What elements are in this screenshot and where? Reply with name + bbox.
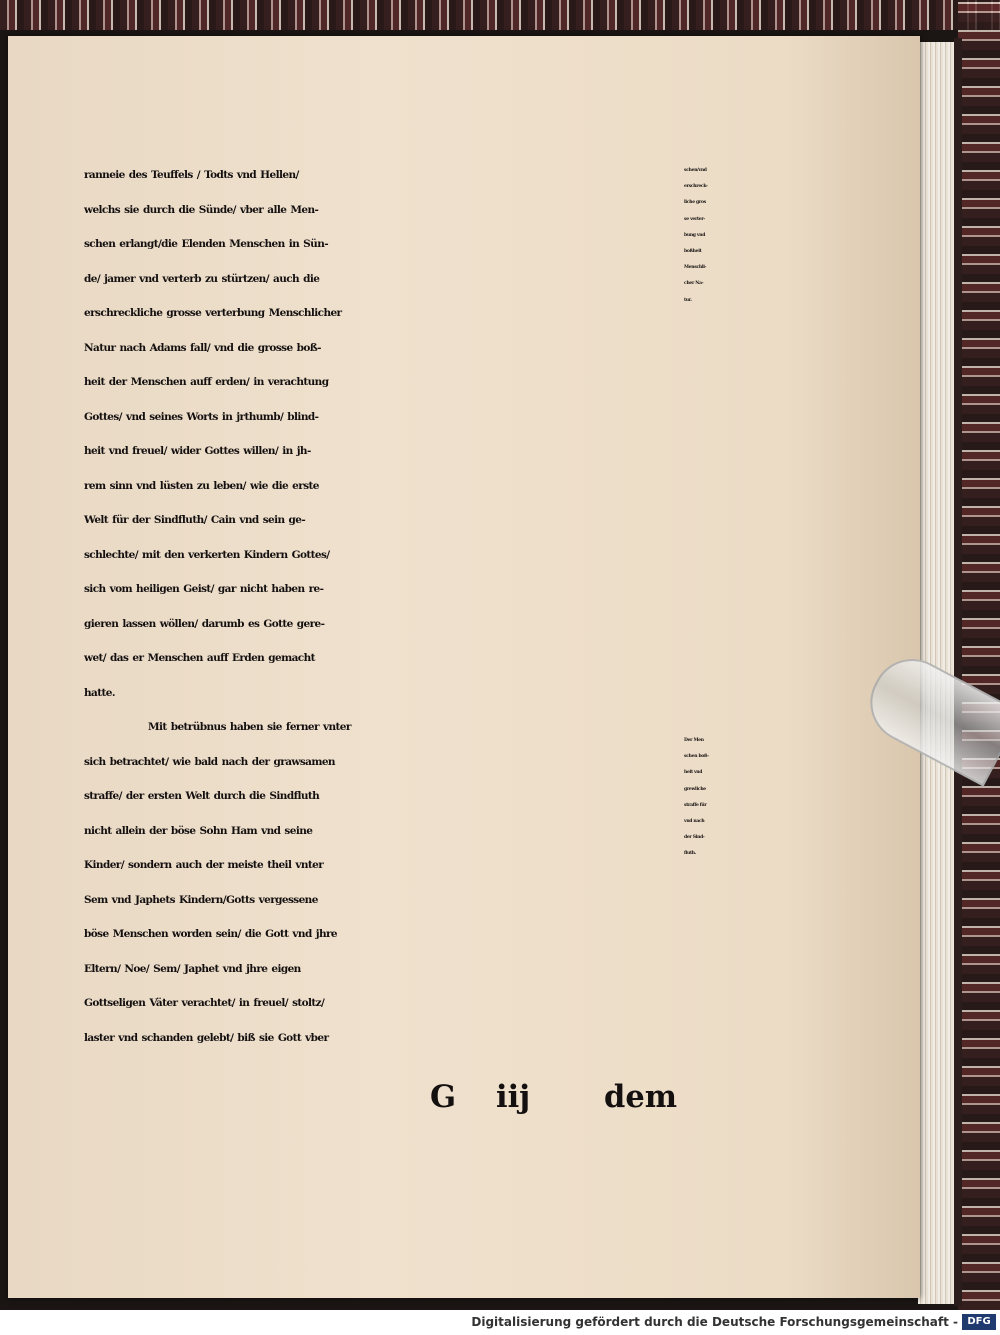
text-line: Welt für der Sindfluth/ Cain vnd sein ge- <box>84 514 306 526</box>
text-line: sich betrachtet/ wie bald nach der grawsamen <box>84 755 335 768</box>
text-line: nicht allein der böse Sohn Ham vnd seine <box>84 824 313 837</box>
text-line: schen erlangt/die Elenden Menschen in Sün- <box>84 238 328 250</box>
marginal-line: vnd nach <box>684 819 705 825</box>
marginal-line: straffe für <box>684 802 707 808</box>
text-line: welchs sie durch die Sünde/ vber alle Men- <box>84 203 319 216</box>
dfg-logo: DFG <box>962 1314 996 1330</box>
text-line: hatte. <box>84 686 115 699</box>
catchword: dem <box>604 1079 678 1115</box>
signature-number: iij <box>496 1079 531 1115</box>
text-line: Mit betrübnus haben sie ferner vnter <box>148 721 351 733</box>
footer-credit: Digitalisierung gefördert durch die Deutsche Forschungsgemeinschaft - <box>471 1315 958 1329</box>
signature-letter: G <box>430 1079 457 1115</box>
marginal-note-1 <box>684 163 794 309</box>
marginal-note-2 <box>684 733 794 863</box>
marginal-line: schen boß- <box>684 754 709 760</box>
marginal-line: liche gros <box>684 200 706 206</box>
text-line: laster vnd schanden gelebt/ biß sie Gott vber <box>84 1031 329 1044</box>
text-line: de/ jamer vnd verterb zu stürtzen/ auch die <box>84 272 320 285</box>
marginal-line: Der Men <box>684 738 704 743</box>
marginal-line: bung vnd <box>684 232 706 238</box>
marginal-line: cher Na- <box>684 281 704 287</box>
main-text-block <box>84 158 674 1055</box>
text-line: Eltern/ Noe/ Sem/ Japhet vnd jhre eigen <box>84 962 301 975</box>
marginal-line: schen/vnd <box>684 168 707 173</box>
binding-edge <box>954 38 962 1306</box>
text-line: wet/ das er Menschen auff Erden gemacht <box>84 652 315 664</box>
text-line: schlechte/ mit den verkerten Kindern Gottes/ <box>84 548 330 561</box>
text-line: rem sinn vnd lüsten zu leben/ wie die erste <box>84 479 319 492</box>
text-line: Gottseligen Väter verachtet/ in freuel/ stoltz/ <box>84 997 325 1009</box>
text-line: heit vnd freuel/ wider Gottes willen/ in jh- <box>84 445 311 457</box>
text-line: sich vom heiligen Geist/ gar nicht haben re- <box>84 583 324 595</box>
text-line: böse Menschen worden sein/ die Gott vnd jhre <box>84 928 338 940</box>
marginal-line: Menschli- <box>684 265 707 271</box>
text-line: erschreckliche grosse verterbung Menschlicher <box>84 307 342 319</box>
marginal-line: grewliche <box>684 786 706 792</box>
marginal-line: fluth. <box>684 851 697 857</box>
marginal-line: der Sind- <box>684 835 705 841</box>
text-line: Kinder/ sondern auch der meiste theil vnter <box>84 859 324 871</box>
text-line: gieren lassen wöllen/ darumb es Gotte gere- <box>84 617 325 630</box>
text-line: heit der Menschen auff erden/ in verachtung <box>84 376 329 388</box>
footer-bar <box>0 1310 1000 1335</box>
text-line: Natur nach Adams fall/ vnd die grosse boß- <box>84 341 321 354</box>
marginal-line: heit vnd <box>684 770 703 776</box>
text-line: straffe/ der ersten Welt durch die Sindfluth <box>84 790 320 802</box>
marginal-line: tur. <box>684 297 692 303</box>
marginal-line: erschreck- <box>684 184 708 190</box>
marginal-line: boßheit <box>684 249 702 255</box>
marginal-line: se verter- <box>684 216 705 222</box>
text-line: Sem vnd Japhets Kindern/Gotts vergessene <box>84 893 318 906</box>
text-line: ranneie des Teuffels / Todts vnd Hellen/ <box>84 169 299 181</box>
text-line: Gottes/ vnd seines Worts in jrthumb/ blind- <box>84 410 319 423</box>
